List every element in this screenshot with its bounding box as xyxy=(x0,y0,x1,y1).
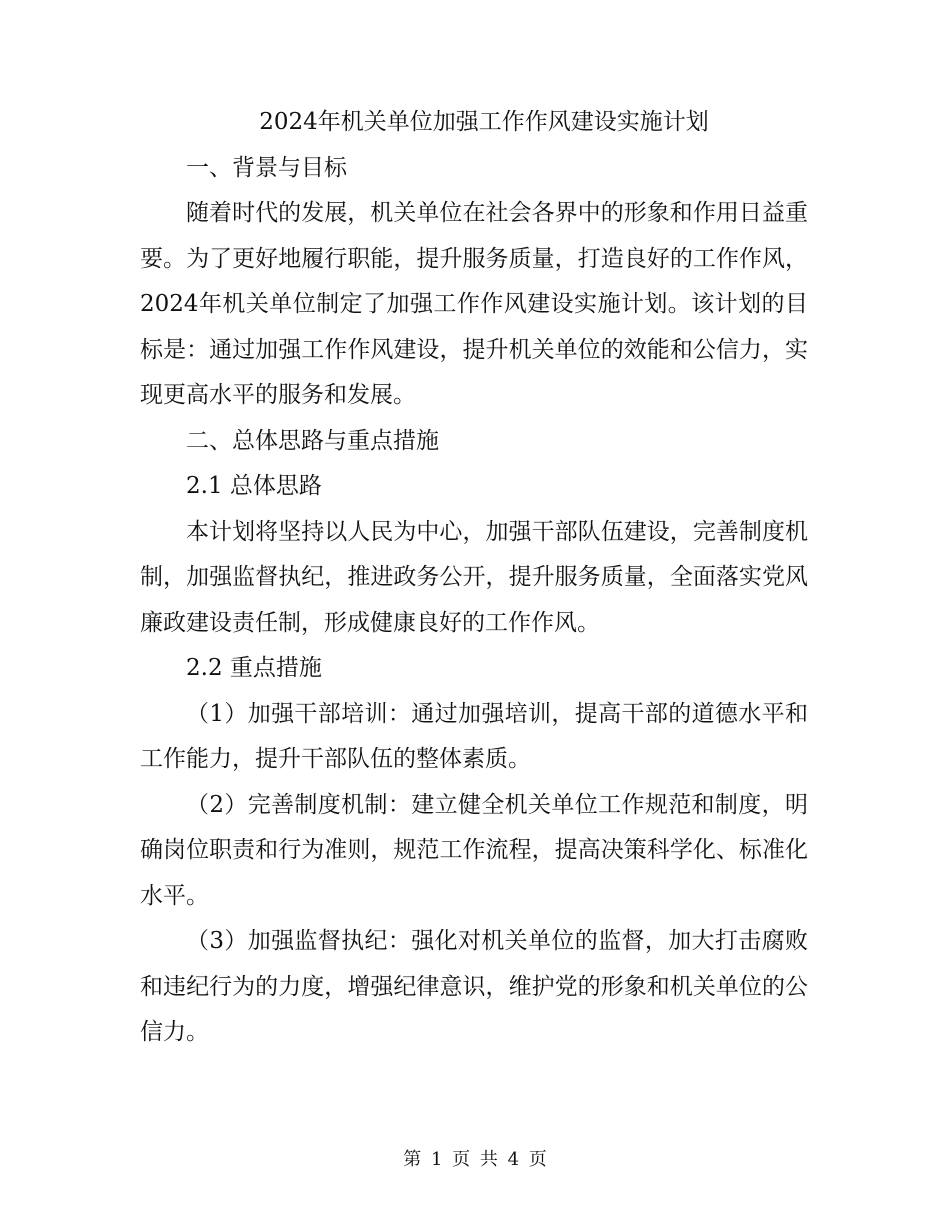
section-heading-background: 一、背景与目标 xyxy=(186,154,347,181)
paragraph-measure-2: （2）完善制度机制：建立健全机关单位工作规范和制度，明确岗位职责和行为准则，规范工作流程，提高决策科学化、标准化水平。 xyxy=(140,791,808,909)
paragraph-measure-1: （1）加强干部培训：通过加强培训，提高干部的道德水平和工作能力，提升干部队伍的整体素质。 xyxy=(140,700,808,772)
paragraph-background-text: 随着时代的发展，机关单位在社会各界中的形象和作用日益重要。为了更好地履行职能，提升服务质量，打造良好的工作作风，2024年机关单位制定了加强工作作风建设实施计划。该计划的目标是：通过加强工作作风建设，提升机关单位的效能和公信力，实现更高水平的服务和发展。 xyxy=(140,200,808,408)
document-body xyxy=(140,100,808,1056)
paragraph-overall-text: 本计划将坚持以人民为中心，加强干部队伍建设，完善制度机制，加强监督执纪，推进政务公开，提升服务质量，全面落实党风廉政建设责任制，形成健康良好的工作作风。 xyxy=(140,518,808,636)
page-number-footer: 第 1 页 共 4 页 xyxy=(403,1149,547,1170)
subsection-heading-overall: 2.1 总体思路 xyxy=(186,473,322,499)
paragraph-measure-3: （3）加强监督执纪：强化对机关单位的监督，加大打击腐败和违纪行为的力度，增强纪律意识，维护党的形象和机关单位的公信力。 xyxy=(140,928,808,1045)
section-heading-approach: 二、总体思路与重点措施 xyxy=(186,427,439,454)
subsection-heading-measures: 2.2 重点措施 xyxy=(186,655,322,681)
document-title: 2024年机关单位加强工作作风建设实施计划 xyxy=(259,109,709,135)
